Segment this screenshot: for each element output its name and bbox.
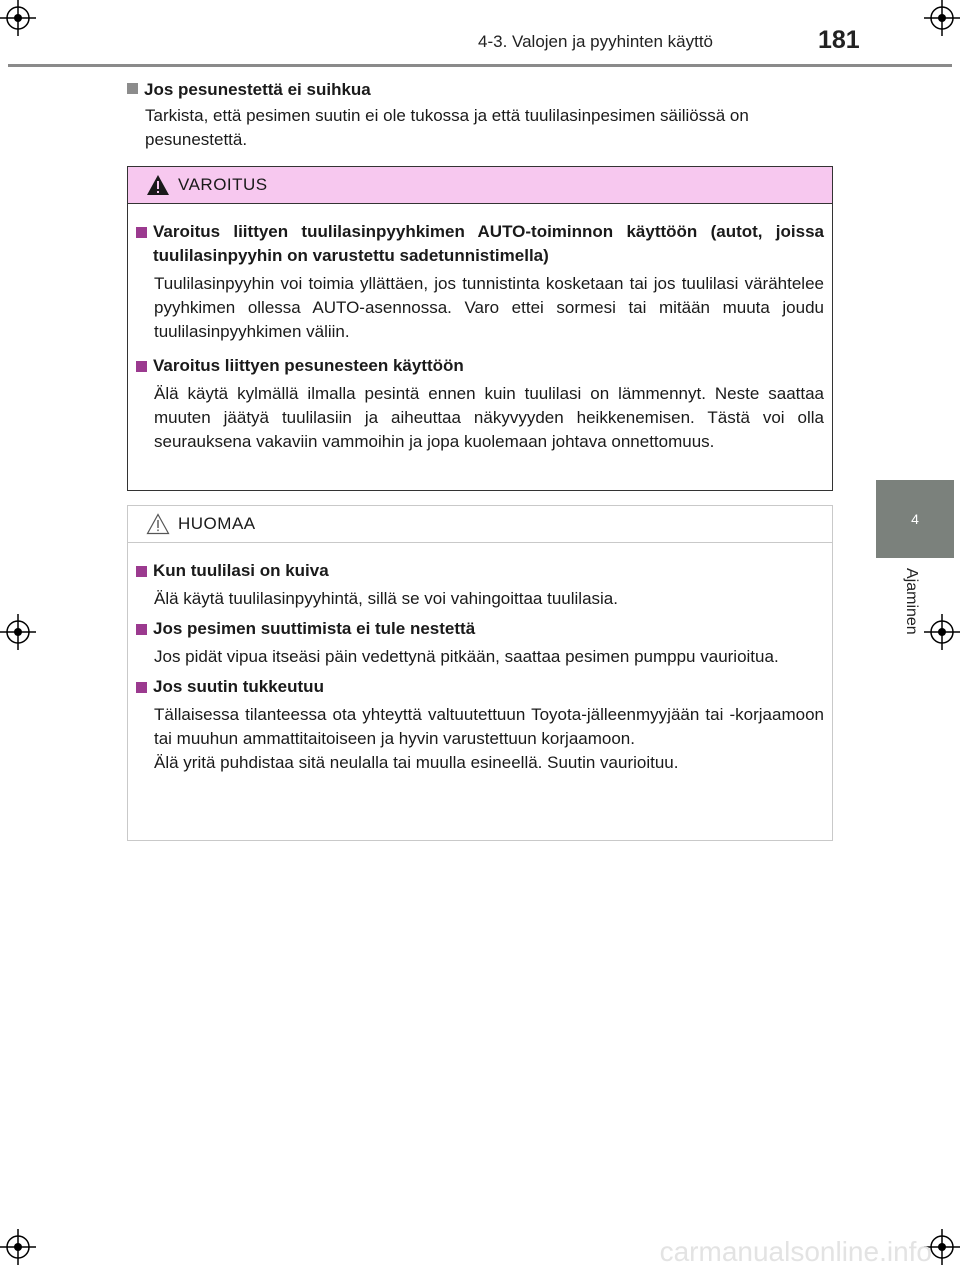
- square-bullet-icon: [136, 682, 147, 693]
- notice-box: [127, 505, 833, 841]
- square-bullet-icon: [136, 566, 147, 577]
- intro-text: Tarkista, että pesimen suutin ei ole tukossa ja että tuulilasinpesimen säiliössä on pesunestettä.: [145, 106, 749, 149]
- chapter-tab: [876, 480, 954, 558]
- warning-header: [128, 167, 832, 204]
- notice-item-text: Jos pidät vipua itseäsi päin vedettynä pitkään, saattaa pesimen pumppu vaurioitua.: [154, 647, 779, 666]
- chapter-label: Ajaminen: [903, 568, 920, 635]
- square-bullet-icon: [136, 227, 147, 238]
- intro-heading: [127, 80, 827, 100]
- warning-item-heading: Varoitus liittyen pesunesteen käyttöön: [153, 356, 464, 375]
- notice-item-heading: Jos suutin tukkeutuu: [153, 677, 324, 696]
- watermark: carmanualsonline.info: [659, 1236, 932, 1267]
- registration-mark-icon: [0, 0, 36, 36]
- registration-mark-icon: [0, 1229, 36, 1265]
- intro-heading-text: Jos pesunestettä ei suihkua: [144, 80, 371, 99]
- notice-item-text: Tällaisessa tilanteessa ota yhteyttä valtuutettuun Toyota-jälleenmyyjään tai -korjaamoon tai muuhun ammattitaitoiseen ja hyvin varustettuun korjaamoon.: [154, 705, 824, 748]
- warning-item-heading: Varoitus liittyen tuulilasinpyyhkimen AUTO-toiminnon käyttöön (autot, joissa tuulilasinpyyhin on varustettu sadetunnistimella): [153, 222, 824, 265]
- registration-mark-icon: [0, 614, 36, 650]
- caution-triangle-icon: [146, 513, 170, 535]
- notice-header: [128, 506, 832, 543]
- notice-item: [136, 617, 824, 669]
- registration-mark-icon: [924, 0, 960, 36]
- header-divider: [8, 64, 952, 67]
- warning-box: [127, 166, 833, 491]
- square-bullet-icon: [136, 624, 147, 635]
- intro-section: [127, 80, 827, 152]
- warning-item-text: Älä käytä kylmällä ilmalla pesintä ennen kuin tuulilasi on lämmennyt. Neste saattaa muuten jäätyä tuulilasiin ja aiheuttaa näkyvyyden heikkenemisen. Tästä voi olla seurauksena vakaviin vammoihin ja jopa kuolemaan johtava onnettomuus.: [154, 384, 824, 451]
- notice-item-text-2: Älä yritä puhdistaa sitä neulalla tai muulla esineellä. Suutin vaurioituu.: [154, 753, 679, 772]
- notice-item-heading: Kun tuulilasi on kuiva: [153, 561, 329, 580]
- notice-item: [136, 675, 824, 775]
- notice-item: [136, 559, 824, 611]
- warning-triangle-icon: [146, 174, 170, 196]
- page-number: 181: [818, 26, 860, 54]
- warning-item-text: Tuulilasinpyyhin voi toimia yllättäen, jos tunnistinta kosketaan tai jos tuulilasi värähtelee pyyhkimen ollessa AUTO-asennossa. Varo ettei sormesi tai mitään muuta joudu tuulilasinpyyhkimen väliin.: [154, 274, 824, 341]
- square-bullet-icon: [136, 361, 147, 372]
- notice-item-text: Älä käytä tuulilasinpyyhintä, sillä se voi vahingoittaa tuulilasia.: [154, 589, 618, 608]
- warning-title: VAROITUS: [178, 175, 268, 194]
- section-title: 4-3. Valojen ja pyyhinten käyttö: [478, 32, 713, 51]
- registration-mark-icon: [924, 614, 960, 650]
- chapter-number: 4: [911, 511, 919, 527]
- notice-title: HUOMAA: [178, 514, 256, 533]
- warning-item: [136, 220, 824, 344]
- square-bullet-icon: [127, 83, 138, 94]
- warning-item: [136, 354, 824, 454]
- notice-item-heading: Jos pesimen suuttimista ei tule nestettä: [153, 619, 476, 638]
